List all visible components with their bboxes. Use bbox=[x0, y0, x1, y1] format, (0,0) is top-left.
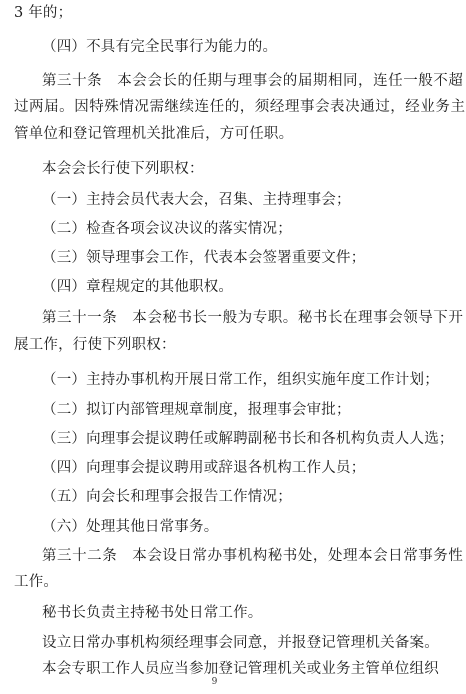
text-line: （一）主持会员代表大会，召集、主持理事会； bbox=[42, 192, 351, 208]
text-line: 过两届。因特殊情况需继续连任的，须经理事会表决通过，经业务主 bbox=[14, 99, 466, 115]
text-line: （二）检查各项会议决议的落实情况； bbox=[42, 221, 292, 237]
text-line: 设立日常办事机构须经理事会同意，并报登记管理机关备案。 bbox=[42, 635, 439, 651]
text-line: （六）处理其他日常事务。 bbox=[42, 519, 219, 535]
text-line: 第三十一条 本会秘书长一般为专职。秘书长在理事会领导下开 bbox=[42, 310, 464, 326]
text-line: 工作。 bbox=[14, 574, 59, 590]
text-line: 秘书长负责主持秘书处日常工作。 bbox=[42, 605, 263, 621]
text-line: 本会会长行使下列职权： bbox=[42, 161, 204, 177]
text-line: 3 年的； bbox=[14, 5, 73, 21]
text-line: （四）章程规定的其他职权。 bbox=[42, 279, 234, 295]
text-line: （三）向理事会提议聘任或解聘副秘书长和各机构负责人人选； bbox=[42, 431, 454, 447]
text-line: 第三十二条 本会设日常办事机构秘书处，处理本会日常事务性 bbox=[42, 548, 464, 564]
page-number: 9 bbox=[211, 677, 218, 687]
text-line: （二）拟订内部管理规章制度，报理事会审批； bbox=[42, 402, 351, 418]
text-line: （四）不具有完全民事行为能力的。 bbox=[42, 39, 278, 55]
text-line: （一）主持办事机构开展日常工作，组织实施年度工作计划； bbox=[42, 372, 439, 388]
text-line: 管单位和登记管理机关批准后，方可任职。 bbox=[14, 126, 294, 142]
text-line: 第三十条 本会会长的任期与理事会的届期相同，连任一般不超 bbox=[42, 73, 464, 89]
text-line: （三）领导理事会工作，代表本会签署重要文件； bbox=[42, 250, 366, 266]
text-line: （四）向理事会提议聘用或辞退各机构工作人员； bbox=[42, 460, 366, 476]
text-line: （五）向会长和理事会报告工作情况； bbox=[42, 489, 292, 505]
text-line: 本会专职工作人员应当参加登记管理机关或业务主管单位组织 bbox=[42, 661, 439, 677]
text-line: 展工作，行使下列职权： bbox=[14, 337, 176, 353]
